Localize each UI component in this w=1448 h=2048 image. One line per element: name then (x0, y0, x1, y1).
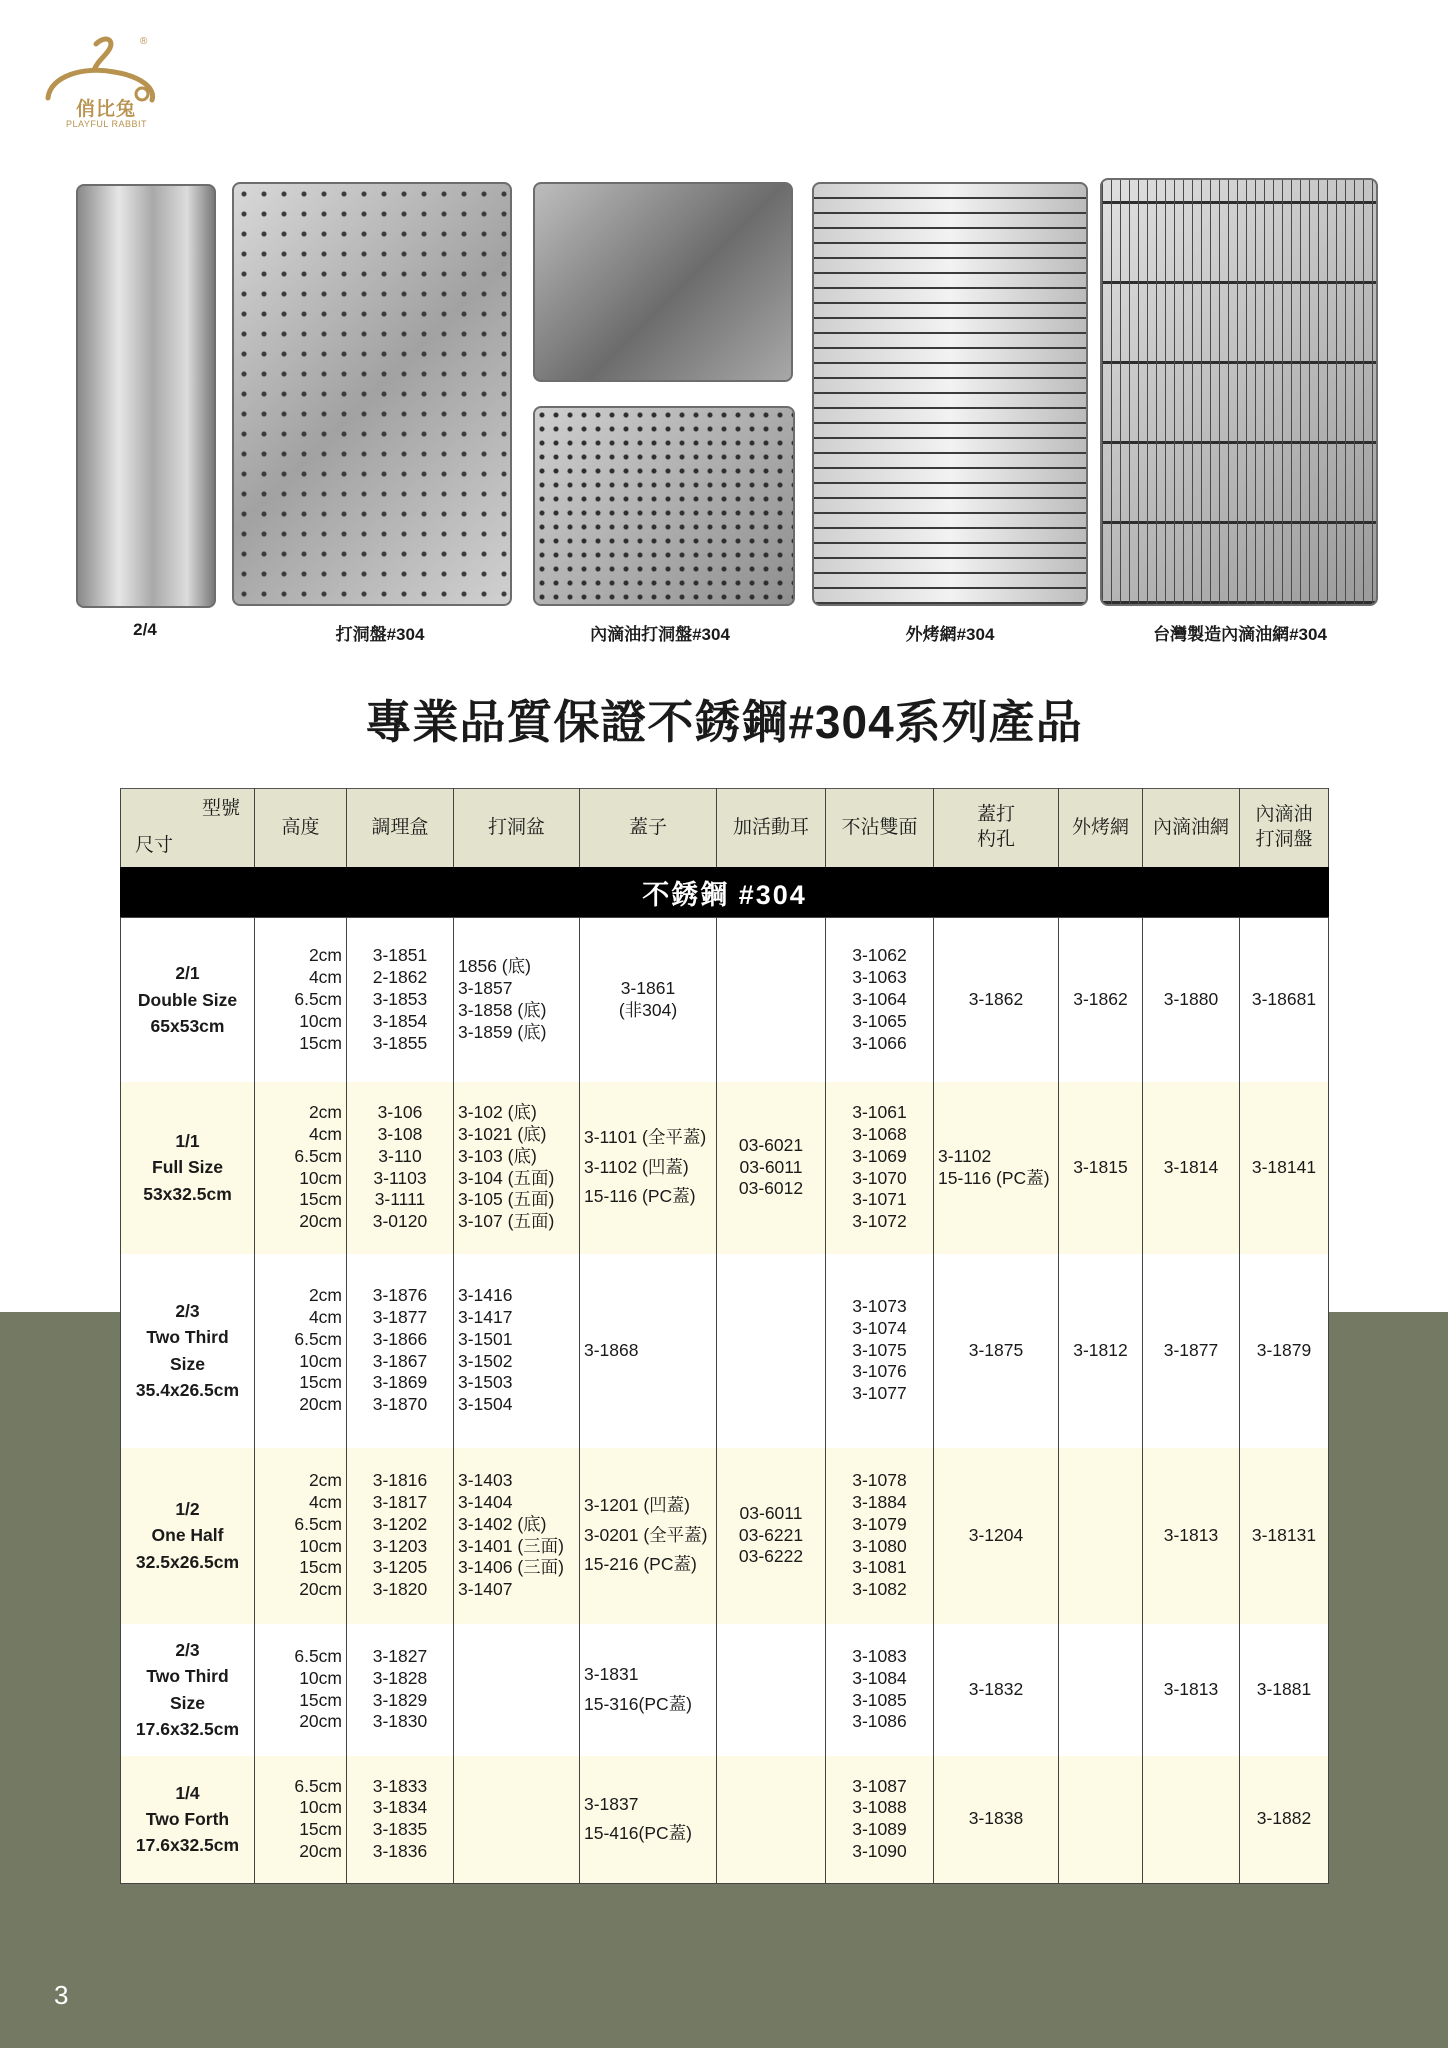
table-cell-handle: 03-6011 03-6221 03-6222 (717, 1448, 826, 1624)
table-cell-lid: 3-1868 (580, 1254, 717, 1448)
header-perforated: 打洞盆 (454, 789, 580, 868)
table-cell-lid: 3-1101 (全平蓋) 3-1102 (凹蓋) 15-116 (PC蓋) (580, 1082, 717, 1254)
table-cell-lid-hole: 3-1862 (934, 918, 1059, 1082)
table-cell-handle (717, 1624, 826, 1756)
table-cell-handle (717, 1254, 826, 1448)
table-cell-perforated: 3-102 (底) 3-1021 (底) 3-103 (底) 3-104 (五面) 3-105 (五面) 3-107 (五面) (454, 1082, 580, 1254)
table-cell-pan: 3-1851 2-1862 3-1853 3-1854 3-1855 (347, 918, 454, 1082)
table-cell-nonstick: 3-1062 3-1063 3-1064 3-1065 3-1066 (826, 918, 934, 1082)
table-cell-drip-tray: 3-18681 (1240, 918, 1329, 1082)
product-photo-grill (812, 182, 1088, 606)
header-height: 高度 (255, 789, 347, 868)
table-cell-pan: 3-1876 3-1877 3-1866 3-1867 3-1869 3-1870 (347, 1254, 454, 1448)
table-cell-grill (1059, 1624, 1143, 1756)
header-model-label: 型號 (201, 798, 240, 819)
table-cell-size: 1/2 One Half 32.5x26.5cm (121, 1448, 255, 1624)
table-cell-pan: 3-106 3-108 3-110 3-1103 3-1111 3-0120 (347, 1082, 454, 1254)
table-cell-lid: 3-1201 (凹蓋) 3-0201 (全平蓋) 15-216 (PC蓋) (580, 1448, 717, 1624)
table-cell-pan: 3-1833 3-1834 3-1835 3-1836 (347, 1756, 454, 1884)
table-cell-handle: 03-6021 03-6011 03-6012 (717, 1082, 826, 1254)
table-cell-drip-tray: 3-18141 (1240, 1082, 1329, 1254)
header-lid: 蓋子 (580, 789, 717, 868)
table-cell-nonstick: 3-1087 3-1088 3-1089 3-1090 (826, 1756, 934, 1884)
table-row (121, 1448, 1329, 1624)
table-cell-lid-hole: 3-1102 15-116 (PC蓋) (934, 1082, 1059, 1254)
caption-perforated-pan: 打洞盤#304 (335, 625, 425, 644)
table-cell-handle (717, 918, 826, 1082)
table-cell-perforated (454, 1624, 580, 1756)
table-row (121, 918, 1329, 1082)
caption-drip-perforated: 內滴油打洞盤#304 (590, 625, 730, 644)
product-photo-quarter-pan (76, 184, 216, 608)
page-number: 3 (54, 1980, 69, 2010)
table-cell-perforated: 3-1416 3-1417 3-1501 3-1502 3-1503 3-1504 (454, 1254, 580, 1448)
table-cell-drip-net: 3-1814 (1143, 1082, 1240, 1254)
table-cell-nonstick: 3-1073 3-1074 3-1075 3-1076 3-1077 (826, 1254, 934, 1448)
header-pan: 調理盒 (347, 789, 454, 868)
table-cell-height: 2cm 4cm 6.5cm 10cm 15cm 20cm (255, 1082, 347, 1254)
registered-mark: ® (140, 36, 148, 47)
table-cell-drip-net: 3-1877 (1143, 1254, 1240, 1448)
header-lid-hole: 蓋打 杓孔 (934, 789, 1059, 868)
product-photo-drip-tray (533, 406, 795, 606)
table-cell-lid-hole: 3-1875 (934, 1254, 1059, 1448)
header-size-label: 尺寸 (135, 835, 174, 857)
brand-name-cn: 俏比兔 (76, 99, 137, 120)
table-cell-drip-net: 3-1880 (1143, 918, 1240, 1082)
table-cell-drip-net: 3-1813 (1143, 1624, 1240, 1756)
table-cell-size: 2/3 Two Third Size 35.4x26.5cm (121, 1254, 255, 1448)
table-cell-lid: 3-1831 15-316(PC蓋) (580, 1624, 717, 1756)
table-cell-size: 1/1 Full Size 53x32.5cm (121, 1082, 255, 1254)
table-cell-pan: 3-1816 3-1817 3-1202 3-1203 3-1205 3-1820 (347, 1448, 454, 1624)
table-cell-height: 2cm 4cm 6.5cm 10cm 15cm 20cm (255, 1254, 347, 1448)
table-cell-grill (1059, 1448, 1143, 1624)
product-photo-perforated-pan (232, 182, 512, 606)
table-cell-pan: 3-1827 3-1828 3-1829 3-1830 (347, 1624, 454, 1756)
table-cell-handle (717, 1756, 826, 1884)
table-cell-height: 6.5cm 10cm 15cm 20cm (255, 1756, 347, 1884)
table-cell-drip-tray: 3-1882 (1240, 1756, 1329, 1884)
table-cell-perforated: 1856 (底) 3-1857 3-1858 (底) 3-1859 (底) (454, 918, 580, 1082)
table-cell-nonstick: 3-1078 3-1884 3-1079 3-1080 3-1081 3-1082 (826, 1448, 934, 1624)
table-cell-lid-hole: 3-1838 (934, 1756, 1059, 1884)
header-nonstick: 不沾雙面 (826, 789, 934, 868)
table-cell-nonstick: 3-1061 3-1068 3-1069 3-1070 3-1071 3-1072 (826, 1082, 934, 1254)
table-row (121, 1756, 1329, 1884)
table-cell-lid: 3-1861 (非304) (580, 918, 717, 1082)
brand-name-en: PLAYFUL RABBIT (66, 119, 148, 129)
table-cell-grill (1059, 1756, 1143, 1884)
brand-logo (44, 36, 164, 136)
product-photo-lid (533, 182, 793, 382)
header-drip-net: 內滴油網 (1143, 789, 1240, 868)
table-cell-drip-net (1143, 1756, 1240, 1884)
table-cell-drip-tray: 3-1879 (1240, 1254, 1329, 1448)
table-cell-lid: 3-1837 15-416(PC蓋) (580, 1756, 717, 1884)
caption-drip-net: 台灣製造內滴油網#304 (1153, 625, 1327, 644)
table-row (121, 1254, 1329, 1448)
table-row (121, 1082, 1329, 1254)
table-cell-size: 2/1 Double Size 65x53cm (121, 918, 255, 1082)
table-cell-height: 6.5cm 10cm 15cm 20cm (255, 1624, 347, 1756)
table-cell-drip-net: 3-1813 (1143, 1448, 1240, 1624)
table-cell-height: 2cm 4cm 6.5cm 10cm 15cm (255, 918, 347, 1082)
header-grill: 外烤網 (1059, 789, 1143, 868)
table-cell-lid-hole: 3-1832 (934, 1624, 1059, 1756)
table-cell-perforated: 3-1403 3-1404 3-1402 (底) 3-1401 (三面) 3-1406 (三面) 3-1407 (454, 1448, 580, 1624)
table-cell-grill: 3-1815 (1059, 1082, 1143, 1254)
table-cell-drip-tray: 3-18131 (1240, 1448, 1329, 1624)
header-drip-tray: 內滴油 打洞盤 (1240, 789, 1329, 868)
section-title: 不銹鋼 #304 (121, 867, 1329, 918)
header-handle: 加活動耳 (717, 789, 826, 868)
table-row (121, 1624, 1329, 1756)
page-headline: 專業品質保證不銹鋼#304系列產品 (365, 696, 1083, 748)
table-cell-size: 1/4 Two Forth 17.6x32.5cm (121, 1756, 255, 1884)
table-cell-nonstick: 3-1083 3-1084 3-1085 3-1086 (826, 1624, 934, 1756)
table-cell-size: 2/3 Two Third Size 17.6x32.5cm (121, 1624, 255, 1756)
table-cell-drip-tray: 3-1881 (1240, 1624, 1329, 1756)
table-cell-grill: 3-1862 (1059, 918, 1143, 1082)
table-cell-grill: 3-1812 (1059, 1254, 1143, 1448)
caption-grill: 外烤網#304 (905, 625, 995, 644)
table-cell-perforated (454, 1756, 580, 1884)
section-row (121, 867, 1329, 918)
table-header-row (121, 789, 1329, 868)
table-cell-lid-hole: 3-1204 (934, 1448, 1059, 1624)
product-photo-drip-net (1100, 178, 1378, 606)
header-corner (121, 789, 255, 868)
table-cell-height: 2cm 4cm 6.5cm 10cm 15cm 20cm (255, 1448, 347, 1624)
caption-quarter-pan: 2/4 (133, 620, 157, 639)
spec-table (120, 788, 1329, 1884)
